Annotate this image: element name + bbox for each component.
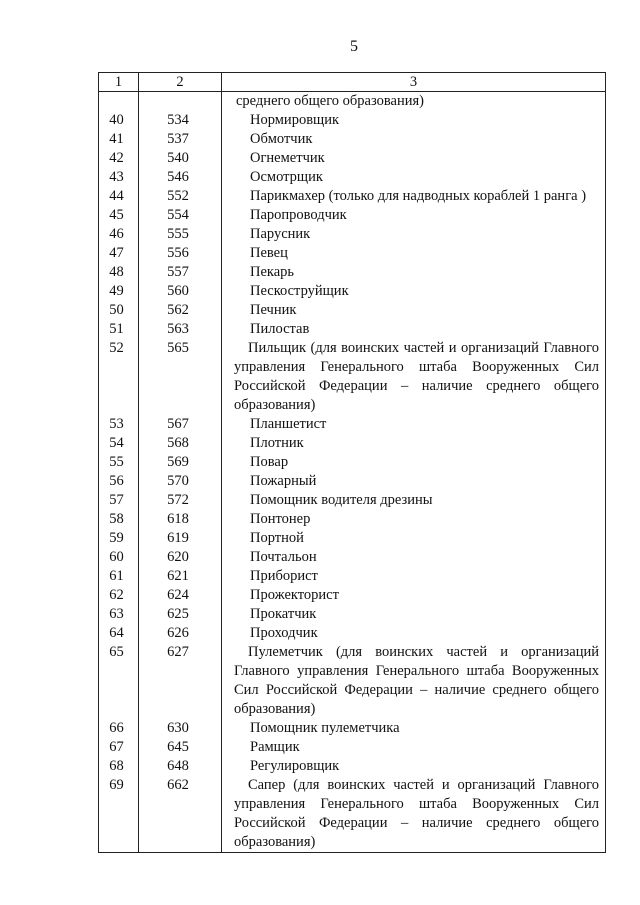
row-number: 40	[99, 111, 139, 130]
table-row	[99, 206, 606, 225]
profession-name	[222, 624, 606, 643]
profession-name-text: Плотник	[250, 435, 304, 451]
profession-name	[222, 776, 606, 853]
profession-name	[222, 434, 606, 453]
table-row	[99, 149, 606, 168]
profession-code: 552	[139, 187, 222, 206]
profession-code: 546	[139, 168, 222, 187]
profession-name	[222, 301, 606, 320]
table-row	[99, 472, 606, 491]
table-row	[99, 776, 606, 853]
row-number: 50	[99, 301, 139, 320]
page-number: 5	[350, 38, 358, 55]
profession-name	[222, 225, 606, 244]
table-row	[99, 548, 606, 567]
profession-name	[222, 605, 606, 624]
table-row	[99, 586, 606, 605]
profession-name-text: Проходчик	[250, 625, 318, 641]
row-number: 62	[99, 586, 139, 605]
profession-name	[222, 282, 606, 301]
profession-name-text: Паропроводчик	[250, 207, 347, 223]
profession-name-text: Осмотрщик	[250, 169, 323, 185]
profession-name	[222, 548, 606, 567]
profession-name-text: Приборист	[250, 568, 318, 584]
profession-code: 620	[139, 548, 222, 567]
row-number: 56	[99, 472, 139, 491]
profession-name	[222, 339, 606, 415]
profession-code: 627	[139, 643, 222, 719]
profession-code: 630	[139, 719, 222, 738]
row-number: 47	[99, 244, 139, 263]
table-row	[99, 643, 606, 719]
profession-name-text: Пожарный	[250, 473, 317, 489]
table-row	[99, 111, 606, 130]
profession-name	[222, 149, 606, 168]
row-number: 42	[99, 149, 139, 168]
profession-name	[222, 130, 606, 149]
row-number: 59	[99, 529, 139, 548]
row-number: 60	[99, 548, 139, 567]
column-header-2: 2	[139, 73, 222, 92]
profession-name-text: Портной	[250, 530, 304, 546]
profession-name	[222, 111, 606, 130]
profession-name	[222, 643, 606, 719]
profession-code: 568	[139, 434, 222, 453]
table-row	[99, 719, 606, 738]
profession-name	[222, 415, 606, 434]
column-header-3: 3	[222, 73, 606, 92]
profession-name	[222, 168, 606, 187]
profession-code: 555	[139, 225, 222, 244]
table-row	[99, 529, 606, 548]
row-number: 45	[99, 206, 139, 225]
profession-code: 621	[139, 567, 222, 586]
table-row	[99, 130, 606, 149]
profession-code: 618	[139, 510, 222, 529]
table-row	[99, 567, 606, 586]
table-row	[99, 187, 606, 206]
profession-code: 572	[139, 491, 222, 510]
table-row	[99, 225, 606, 244]
profession-code: 567	[139, 415, 222, 434]
professions-table	[98, 72, 606, 853]
profession-name-text: Пильщик (для воинских частей и организаций Главного управления Генерального штаба Вооруженных Сил Российской Федерации – наличие среднего общего образования)	[234, 340, 599, 413]
profession-name-text: Пулеметчик (для воинских частей и организаций Главного управления Генерального штаба Вооруженных Сил Российской Федерации – наличие среднего общего образования)	[234, 644, 599, 717]
row-number: 67	[99, 738, 139, 757]
profession-name-text: Парикмахер (только для надводных кораблей 1 ранга )	[250, 188, 587, 204]
table-row	[99, 757, 606, 776]
profession-code: 662	[139, 776, 222, 853]
profession-code: 562	[139, 301, 222, 320]
row-number: 54	[99, 434, 139, 453]
profession-code: 565	[139, 339, 222, 415]
row-number: 51	[99, 320, 139, 339]
table-row	[99, 168, 606, 187]
profession-name	[222, 491, 606, 510]
row-number: 69	[99, 776, 139, 853]
row-number: 53	[99, 415, 139, 434]
table-row	[99, 244, 606, 263]
profession-name-text: Регулировщик	[250, 758, 340, 774]
profession-name-text: Сапер (для воинских частей и организаций Главного управления Генерального штаба Вооруженных Сил Российской Федерации – наличие среднего общего образования)	[234, 777, 599, 850]
row-number: 63	[99, 605, 139, 624]
row-number: 46	[99, 225, 139, 244]
table-row	[99, 453, 606, 472]
profession-code: 537	[139, 130, 222, 149]
profession-code: 625	[139, 605, 222, 624]
table-header-row	[99, 73, 606, 92]
profession-code: 626	[139, 624, 222, 643]
row-number: 64	[99, 624, 139, 643]
continuation-row	[99, 92, 606, 112]
profession-name	[222, 263, 606, 282]
table-row	[99, 510, 606, 529]
column-header-1: 1	[99, 73, 139, 92]
profession-code: 648	[139, 757, 222, 776]
row-number: 57	[99, 491, 139, 510]
row-number: 66	[99, 719, 139, 738]
profession-name	[222, 757, 606, 776]
table-row	[99, 415, 606, 434]
row-number: 49	[99, 282, 139, 301]
profession-name	[222, 453, 606, 472]
row-number: 68	[99, 757, 139, 776]
profession-name-text: Певец	[250, 245, 288, 261]
table-body	[99, 92, 606, 853]
table-row	[99, 339, 606, 415]
profession-name	[222, 320, 606, 339]
table-row	[99, 282, 606, 301]
row-number: 55	[99, 453, 139, 472]
profession-code: 560	[139, 282, 222, 301]
continuation-text: среднего общего образования)	[222, 92, 606, 112]
profession-name-text: Пекарь	[250, 264, 295, 280]
row-number: 61	[99, 567, 139, 586]
table-row	[99, 738, 606, 757]
profession-code: 557	[139, 263, 222, 282]
profession-name	[222, 586, 606, 605]
profession-code: 540	[139, 149, 222, 168]
profession-code: 569	[139, 453, 222, 472]
profession-code: 570	[139, 472, 222, 491]
row-number: 41	[99, 130, 139, 149]
row-number: 48	[99, 263, 139, 282]
profession-name-text: Почтальон	[250, 549, 317, 565]
profession-code: 619	[139, 529, 222, 548]
profession-code: 563	[139, 320, 222, 339]
profession-name-text: Огнеметчик	[250, 150, 325, 166]
profession-code: 556	[139, 244, 222, 263]
profession-name	[222, 206, 606, 225]
profession-name-text: Обмотчик	[250, 131, 313, 147]
profession-name	[222, 719, 606, 738]
profession-name-text: Прокатчик	[250, 606, 317, 622]
table-row	[99, 263, 606, 282]
profession-name	[222, 472, 606, 491]
profession-code: 645	[139, 738, 222, 757]
profession-name	[222, 244, 606, 263]
profession-name	[222, 187, 606, 206]
profession-name-text: Повар	[250, 454, 289, 470]
profession-name-text: Нормировщик	[250, 112, 340, 128]
table-row	[99, 491, 606, 510]
profession-name-text: Планшетист	[250, 416, 327, 432]
table-row	[99, 301, 606, 320]
profession-name	[222, 567, 606, 586]
row-number: 52	[99, 339, 139, 415]
profession-name-text: Пескоструйщик	[250, 283, 349, 299]
profession-code: 534	[139, 111, 222, 130]
profession-name-text: Печник	[250, 302, 297, 318]
row-number: 44	[99, 187, 139, 206]
table-row	[99, 624, 606, 643]
profession-name-text: Прожекторист	[250, 587, 339, 603]
profession-code: 554	[139, 206, 222, 225]
profession-name	[222, 529, 606, 548]
table-row	[99, 605, 606, 624]
profession-name	[222, 510, 606, 529]
row-number: 58	[99, 510, 139, 529]
table-row	[99, 320, 606, 339]
profession-name-text: Помощник пулеметчика	[250, 720, 400, 736]
profession-name-text: Парусник	[250, 226, 311, 242]
row-number: 65	[99, 643, 139, 719]
table-row	[99, 434, 606, 453]
profession-name-text: Рамщик	[250, 739, 300, 755]
profession-name	[222, 738, 606, 757]
profession-name-text: Пилостав	[250, 321, 310, 337]
profession-name-text: Помощник водителя дрезины	[250, 492, 433, 508]
profession-code: 624	[139, 586, 222, 605]
row-number: 43	[99, 168, 139, 187]
profession-name-text: Понтонер	[250, 511, 311, 527]
